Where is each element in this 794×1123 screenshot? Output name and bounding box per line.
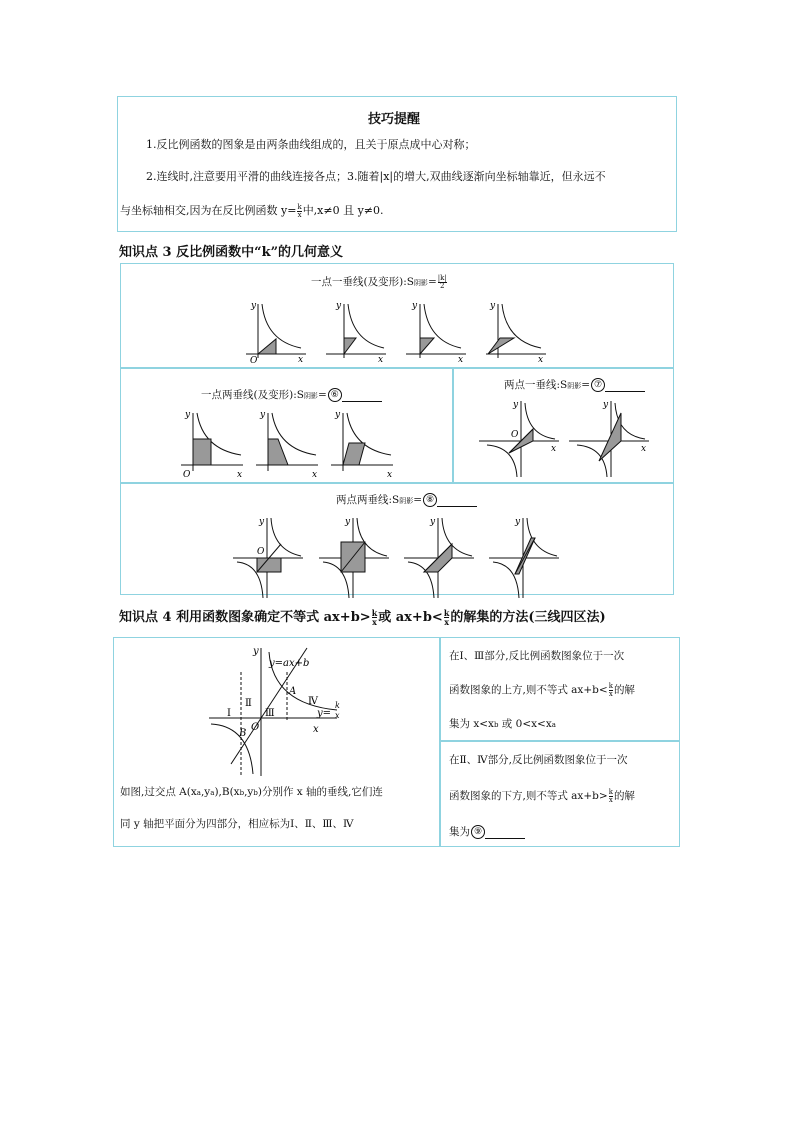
row3-graphs	[121, 514, 675, 599]
svg-text:y: y	[336, 301, 342, 311]
svg-text:x: x	[378, 355, 384, 365]
right2-line3: 集为 ⑨	[449, 824, 525, 839]
row3-caption-text: 两点两垂线:S	[336, 494, 400, 506]
frac-d-1: x	[372, 617, 377, 627]
tip-box	[117, 96, 677, 232]
method-table-right-top	[440, 637, 680, 741]
k-table-row3	[120, 483, 674, 595]
right1-line1: 在Ⅰ、Ⅲ部分,反比例函数图象位于一次	[449, 650, 625, 662]
frac-n-1: k	[371, 608, 378, 618]
section4-heading-a: 知识点 4 利用函数图象确定不等式 ax+b>	[119, 610, 371, 625]
tip-line-1: 1.反比例函数的图象是由两条曲线组成的，且关于原点成中心对称；	[146, 138, 476, 151]
row1-frac-n: |k|	[437, 273, 447, 282]
graph-label-line: y=ax+b	[269, 658, 310, 669]
row1-frac-d: 2	[440, 281, 445, 290]
method-table-left	[113, 637, 440, 847]
row3-eq: =	[413, 494, 423, 506]
blank-7-line	[605, 390, 645, 392]
row2a-caption-text: 一点两垂线(及变形):S	[201, 389, 304, 401]
frac-n-2: k	[443, 608, 450, 618]
row1-eq: =	[427, 276, 437, 288]
right1-line3: 集为 x<xb 或 0<x<xa	[449, 718, 556, 730]
graph-label-curve: y=	[317, 708, 332, 719]
svg-text:y: y	[412, 301, 418, 311]
method-table-right-bottom	[440, 741, 680, 847]
graph-label-r4: Ⅳ	[308, 696, 318, 707]
svg-text:y: y	[513, 400, 519, 410]
svg-text:y: y	[430, 517, 436, 527]
tip-line-3-a: 与坐标轴相交,因为在反比例函数 y=	[120, 204, 297, 217]
tip-line-2: 2.连线时,注意要用平滑的曲线连接各点；3.随着|x|的增大,双曲线逐渐向坐标轴靠近，但永远不	[146, 170, 606, 183]
graph-1-1	[246, 301, 306, 366]
svg-text:O: O	[511, 430, 519, 440]
tip-line-3-b: 中,x≠0 且 y≠0.	[302, 204, 384, 217]
blank-6-marker: ⑥	[328, 388, 342, 402]
graph-1-2	[326, 301, 386, 365]
svg-text:x: x	[237, 470, 243, 480]
blank-6-line	[342, 400, 382, 402]
row2b-caption-text: 两点一垂线:S	[504, 379, 568, 391]
blank-9-marker: ⑨	[471, 825, 485, 839]
row1-caption-text: 一点一垂线(及变形):S	[311, 276, 414, 288]
k-table-row2-left	[120, 368, 453, 483]
blank-9-line	[485, 837, 525, 839]
row3-sub: 阴影	[399, 497, 414, 505]
graph-label-r3: Ⅲ	[265, 708, 275, 719]
blank-7-marker: ⑦	[591, 378, 605, 392]
graph-1-4	[486, 301, 546, 365]
row1-caption	[311, 274, 448, 290]
svg-text:x: x	[312, 470, 318, 480]
frac-d-2: x	[444, 617, 449, 627]
right2-line1: 在Ⅱ、Ⅳ部分,反比例函数图象位于一次	[449, 754, 628, 766]
row2a-caption	[201, 387, 382, 402]
row2b-caption	[504, 377, 645, 392]
graph-label-A: A	[289, 686, 297, 697]
k-table-row2-right	[453, 368, 674, 483]
frac-denominator: x	[297, 210, 302, 219]
svg-text:y: y	[603, 400, 609, 410]
section4-heading	[119, 606, 606, 626]
svg-text:x: x	[387, 470, 393, 480]
graph-label-r1: Ⅰ	[227, 708, 231, 719]
svg-text:x: x	[538, 355, 544, 365]
k-over-x-fraction	[297, 204, 301, 219]
frac-numerator: k	[297, 202, 302, 211]
section3-heading: 知识点 3 反比例函数中“k”的几何意义	[119, 245, 344, 260]
svg-text:y: y	[259, 517, 265, 527]
right1-line2: 函数图象的上方,则不等式 ax+b< $\frac{k}{x}$ 的解	[449, 681, 635, 698]
row2b-sub: 阴影	[567, 382, 582, 390]
svg-text:x: x	[641, 444, 647, 454]
left-explanation-2: 同 y 轴把平面分为四部分，相应标为Ⅰ、Ⅱ、Ⅲ、Ⅳ	[120, 818, 354, 830]
k-table-row1	[120, 263, 674, 368]
svg-text:O: O	[183, 470, 191, 480]
row2a-eq: =	[317, 389, 327, 401]
svg-text:y: y	[251, 301, 257, 311]
row2a-sub: 阴影	[303, 392, 318, 400]
section4-heading-c: 的解集的方法(三线四区法)	[450, 610, 606, 625]
graph-label-k: k	[335, 701, 340, 710]
graph-label-xaxis: x	[313, 724, 319, 735]
row2a-graphs	[121, 407, 454, 482]
row1-graphs	[121, 296, 675, 366]
svg-text:y: y	[185, 410, 191, 420]
tip-line-3	[120, 202, 384, 219]
graph-label-kx: x	[335, 711, 340, 720]
graph-label-B: B	[239, 728, 247, 739]
blank-8-line	[437, 505, 477, 507]
blank-8-marker: ⑧	[423, 493, 437, 507]
graph-label-O: O	[251, 722, 260, 733]
left-explanation-1: 如图,过交点 A(xa,ya),B(xb,yb)分别作 x 轴的垂线,它们连	[120, 786, 383, 798]
svg-text:x: x	[551, 444, 557, 454]
svg-text:y: y	[345, 517, 351, 527]
svg-text:x: x	[298, 355, 304, 365]
intersection-graph	[209, 644, 349, 779]
svg-text:y: y	[515, 517, 521, 527]
row1-fraction	[438, 275, 447, 290]
svg-text:y: y	[490, 301, 496, 311]
section4-heading-b: 或 ax+b<	[378, 610, 443, 625]
row2b-eq: =	[581, 379, 591, 391]
tip-title: 技巧提醒	[368, 112, 421, 127]
right2-line2: 函数图象的下方,则不等式 ax+b> $\frac{k}{x}$ 的解	[449, 787, 635, 804]
section4-frac-1	[372, 609, 378, 626]
row2b-graphs	[454, 399, 675, 479]
row1-sub: 阴影	[413, 279, 428, 287]
graph-label-yaxis: y	[253, 646, 259, 657]
section4-frac-2	[444, 609, 450, 626]
svg-text:y: y	[260, 410, 266, 420]
svg-text:y: y	[335, 410, 341, 420]
graph-1-3	[406, 301, 466, 365]
graph-label-r2: Ⅱ	[245, 698, 252, 709]
svg-text:x: x	[458, 355, 464, 365]
svg-text:O: O	[250, 356, 258, 366]
row3-caption	[336, 492, 477, 507]
svg-text:O: O	[257, 547, 265, 557]
